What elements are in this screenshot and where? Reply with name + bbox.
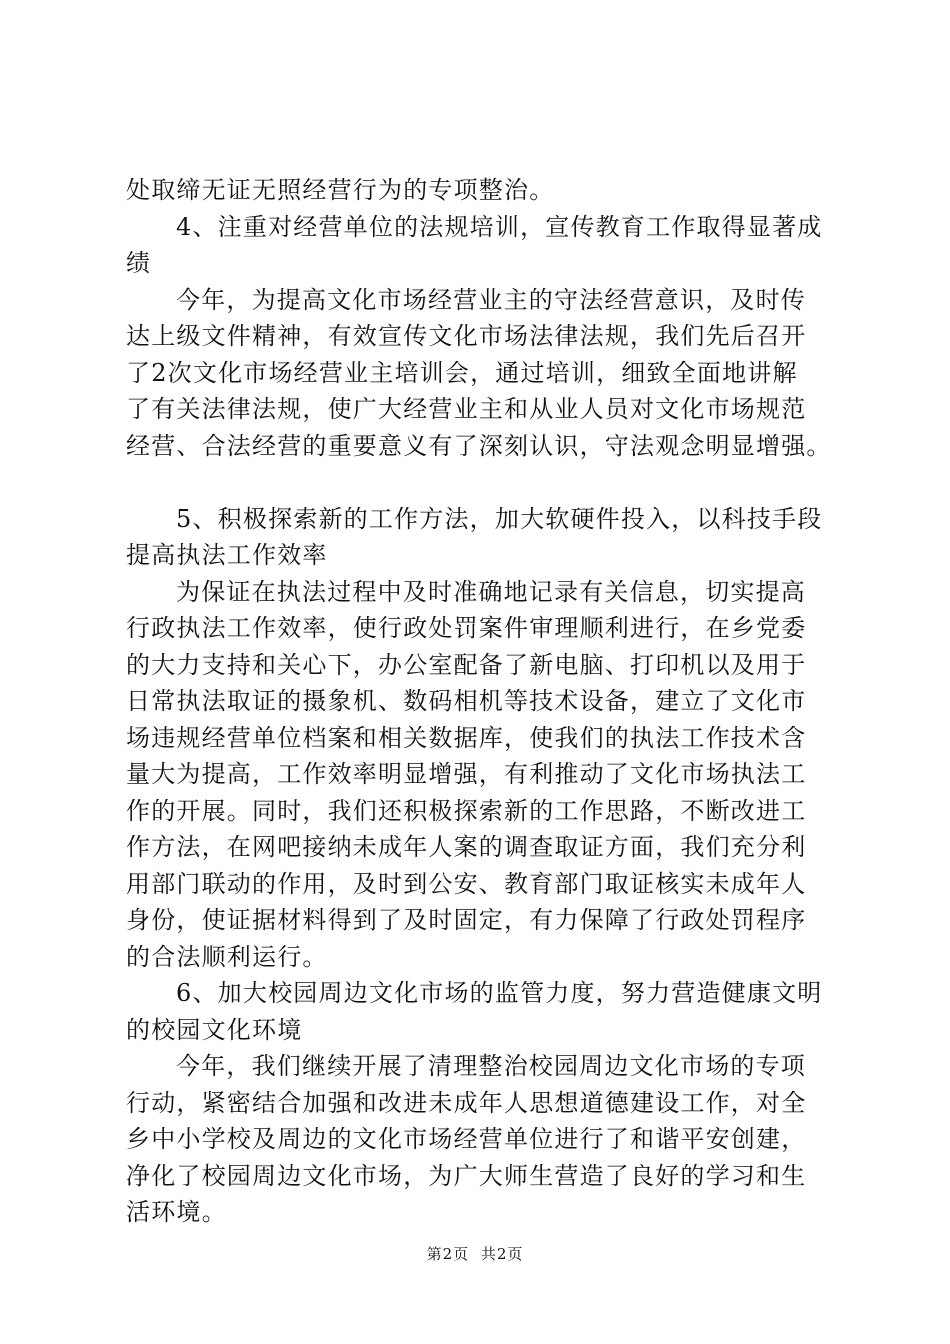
section-heading-4-line-1: 4、注重对经营单位的法规培训，宣传教育工作取得显著成: [176, 212, 823, 241]
paragraph-line: 处取缔无证无照经营行为的专项整治。: [126, 176, 555, 204]
paragraph-line: 了2次文化市场经营业主培训会，通过培训，细致全面地讲解: [126, 358, 798, 387]
paragraph-line: 乡中小学校及周边的文化市场经营单位进行了和谐平安创建，: [126, 1125, 807, 1153]
page-footer: [0, 1243, 950, 1264]
paragraph-line: 为保证在执法过程中及时准确地记录有关信息，切实提高: [176, 577, 806, 606]
section-heading-5-line-2: 提高执法工作效率: [126, 541, 328, 569]
paragraph-line: 场违规经营单位档案和相关数据库，使我们的执法工作技术含: [126, 723, 807, 752]
paragraph-line: 量大为提高，工作效率明显增强，有利推动了文化市场执法工: [126, 760, 807, 788]
paragraph-line: 日常执法取证的摄象机、数码相机等技术设备，建立了文化市: [126, 687, 807, 715]
paragraph-line: 用部门联动的作用，及时到公安、教育部门取证核实未成年人: [126, 869, 807, 898]
section-heading-6-line-1: 6、加大校园周边文化市场的监管力度，努力营造健康文明: [176, 979, 823, 1007]
paragraph-line: 的合法顺利运行。: [126, 942, 328, 971]
paragraph-line: 活环境。: [126, 1198, 227, 1226]
section-heading-4-line-2: 绩: [126, 249, 152, 277]
paragraph-line: 作的开展。同时，我们还积极探索新的工作思路，不断改进工: [126, 796, 807, 825]
section-heading-6-line-2: 的校园文化环境: [126, 1015, 303, 1044]
section-heading-5-line-1: 5、积极探索新的工作方法，加大软硬件投入，以科技手段: [176, 504, 823, 533]
paragraph-spacer: [126, 464, 846, 501]
paragraph-line: 净化了校园周边文化市场，为广大师生营造了良好的学习和生: [126, 1161, 807, 1190]
paragraph-line: 的大力支持和关心下，办公室配备了新电脑、打印机以及用于: [126, 650, 807, 679]
document-body: [126, 172, 846, 1231]
paragraph-line: 作方法，在网吧接纳未成年人案的调查取证方面，我们充分利: [126, 833, 807, 861]
paragraph-line: 今年，我们继续开展了清理整治校园周边文化市场的专项: [176, 1052, 806, 1080]
page-number: 第2页: [426, 1245, 470, 1263]
paragraph-line: 了有关法律法规，使广大经营业主和从业人员对文化市场规范: [126, 395, 807, 423]
paragraph-line: 今年，为提高文化市场经营业主的守法经营意识，及时传: [176, 285, 806, 314]
paragraph-line: 身份，使证据材料得到了及时固定，有力保障了行政处罚程序: [126, 906, 807, 934]
paragraph-line: 达上级文件精神，有效宣传文化市场法律法规，我们先后召开: [126, 322, 807, 350]
paragraph-line: 经营、合法经营的重要意义有了深刻认识，守法观念明显增强。: [126, 431, 832, 460]
page-total: 共2页: [480, 1245, 524, 1263]
paragraph-line: 行政执法工作效率，使行政处罚案件审理顺利进行，在乡党委: [126, 614, 807, 642]
paragraph-line: 行动，紧密结合加强和改进未成年人思想道德建设工作，对全: [126, 1088, 807, 1117]
